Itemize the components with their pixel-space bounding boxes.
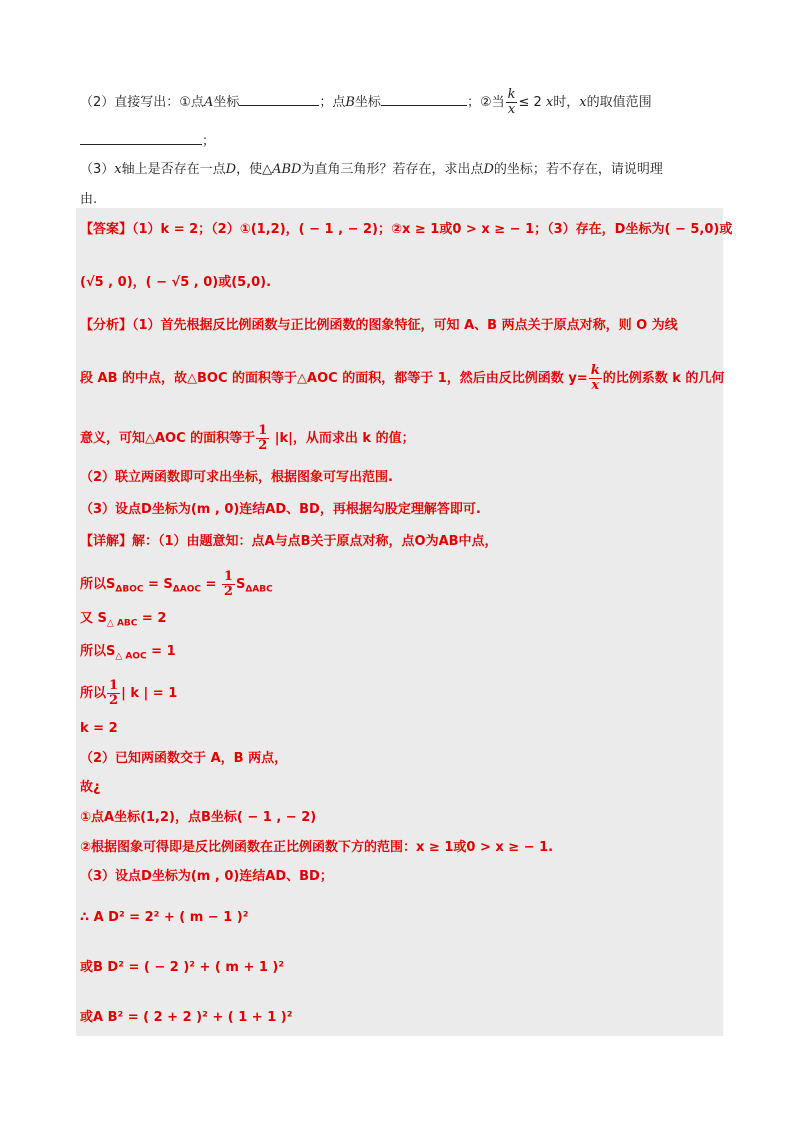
detail-2-sub3: ΔABC — [245, 584, 273, 595]
q3-part-d: 为直角三角形？若存在，求出点 — [301, 162, 484, 177]
q3-x: x — [114, 162, 122, 177]
analysis-2b: 的比例系数 k 的几何 — [602, 371, 725, 386]
q3-d: D — [225, 162, 237, 177]
detail-line-11: （3）设点D坐标为(m , 0)连结AD、BD； — [80, 869, 333, 884]
detail-2-den: 2 — [223, 584, 233, 599]
analysis-half-den: 2 — [258, 438, 268, 453]
analysis-frac-den: x — [591, 378, 600, 393]
q2-point-a: A — [203, 95, 214, 110]
detail-line-4 — [80, 642, 176, 667]
analysis-frac-num: k — [590, 363, 600, 378]
detail-5-half — [107, 679, 120, 708]
q2-prefix: （2）直接写出：①点 — [80, 95, 204, 110]
detail-2a: 所以S — [80, 577, 116, 592]
detail-4b: = 1 — [146, 644, 176, 659]
q3-line2: 由. — [80, 192, 98, 207]
q2-end: ； — [202, 134, 216, 149]
detail-line-14: 或A B² = ( 2 + 2 )² + ( 1 + 1 )² — [80, 1010, 293, 1025]
answer-line-2: (√5 , 0)，( − √5 , 0)或(5,0). — [80, 275, 272, 290]
detail-2c: = — [200, 577, 221, 592]
analysis-half-num: 1 — [258, 423, 268, 438]
detail-2b: = S — [143, 577, 173, 592]
detail-line-2 — [80, 570, 273, 600]
detail-line-8: 故¿ — [80, 780, 101, 795]
detail-3a: 又 S — [80, 611, 107, 626]
analysis-line-3 — [80, 424, 415, 453]
detail-3b: = 2 — [137, 611, 167, 626]
analysis-line-5: （3）设点D坐标为(m , 0)连结AD、BD，再根据勾股定理解答即可. — [80, 502, 481, 517]
q2-cond-x: x — [545, 95, 554, 110]
analysis-line-1: 【分析】（1）首先根据反比例函数与正比例函数的图象特征，可知 A、B 两点关于原点对称，则 O 为线 — [80, 318, 678, 333]
analysis-2a: 段 AB 的中点，故△BOC 的面积等于△AOC 的面积，都等于 1，然后由反比例函数 y= — [80, 371, 588, 386]
answer-line-1: 【答案】（1）k = 2；（2）①(1,2)，( − 1 , − 2)；②x ≥ 1或0 > x ≥ − 1；（3）存在，D坐标为( − 5,0)或 — [80, 222, 733, 237]
detail-2-sub2: ΔAOC — [172, 584, 201, 595]
detail-5b: | k | = 1 — [121, 686, 178, 701]
analysis-line-2 — [80, 364, 724, 393]
q2-fraction — [506, 88, 518, 117]
analysis-fraction-k-x — [589, 364, 602, 393]
detail-line-10: ②根据图象可得即是反比例函数在正比例函数下方的范围：x ≥ 1或0 > x ≥ − 1. — [80, 840, 554, 855]
q2-range: 的取值范围 — [586, 95, 652, 110]
q2-frac-num: k — [507, 87, 516, 102]
detail-5-den: 2 — [109, 693, 119, 708]
q3-part-c: ，使△ — [236, 162, 273, 177]
detail-3-sub: △ ABC — [106, 618, 138, 629]
detail-5-num: 1 — [109, 678, 119, 693]
answer-blank-b[interactable] — [381, 91, 467, 106]
q2-semi1: ；点 — [319, 95, 346, 110]
answer-blank-a[interactable] — [239, 91, 319, 106]
detail-5a: 所以 — [80, 686, 107, 701]
q3-part-e: 的坐标；若不存在，请说明理 — [493, 162, 663, 177]
detail-line-12: ∴ A D² = 2² + ( m − 1 )² — [80, 910, 249, 925]
detail-line-9: ①点A坐标(1,2)，点B坐标( − 1 , − 2) — [80, 810, 317, 825]
detail-2-half — [222, 570, 235, 599]
q2-coord-a: 坐标 — [213, 95, 240, 110]
analysis-line-4: （2）联立两函数即可求出坐标，根据图象可写出范围. — [80, 470, 393, 485]
question-2-blank-line — [80, 130, 215, 152]
detail-line-13: 或B D² = ( − 2 )² + ( m + 1 )² — [80, 960, 285, 975]
detail-4a: 所以S — [80, 644, 116, 659]
q3-d2: D — [483, 162, 494, 177]
analysis-3b: |k|，从而求出 k 的值； — [270, 431, 415, 446]
detail-line-6: k = 2 — [80, 721, 118, 736]
detail-line-1: 【详解】解：（1）由题意知：点A与点B关于原点对称，点O为AB中点， — [80, 534, 498, 549]
q2-point-b: B — [345, 95, 355, 110]
analysis-3a: 意义，可知△AOC 的面积等于 — [80, 431, 256, 446]
q2-coord-b: 坐标 — [354, 95, 381, 110]
detail-line-5 — [80, 679, 177, 708]
q2-cond: ≤ 2 — [518, 95, 542, 110]
q3-abd: ABD — [272, 162, 302, 177]
q3-part-b: 轴上是否存在一点 — [121, 162, 226, 177]
q2-range-x: x — [579, 95, 587, 110]
question-3-line1 — [80, 160, 663, 180]
detail-2d: S — [235, 577, 246, 592]
detail-line-7: （2）已知两函数交于 A，B 两点， — [80, 751, 288, 766]
q3-part-a: （3） — [80, 162, 115, 177]
detail-line-3 — [80, 609, 166, 634]
question-3-line2 — [80, 190, 97, 210]
q2-semi2: ；②当 — [466, 95, 505, 110]
detail-4-sub: △ AOC — [115, 651, 147, 662]
detail-2-sub1: ΔBOC — [115, 584, 144, 595]
answer-blank-range[interactable] — [80, 130, 202, 145]
q2-when: 时， — [553, 95, 580, 110]
question-2-line — [80, 88, 652, 117]
analysis-fraction-half — [256, 424, 269, 453]
q2-frac-den: x — [507, 102, 516, 117]
detail-2-num: 1 — [223, 569, 233, 584]
